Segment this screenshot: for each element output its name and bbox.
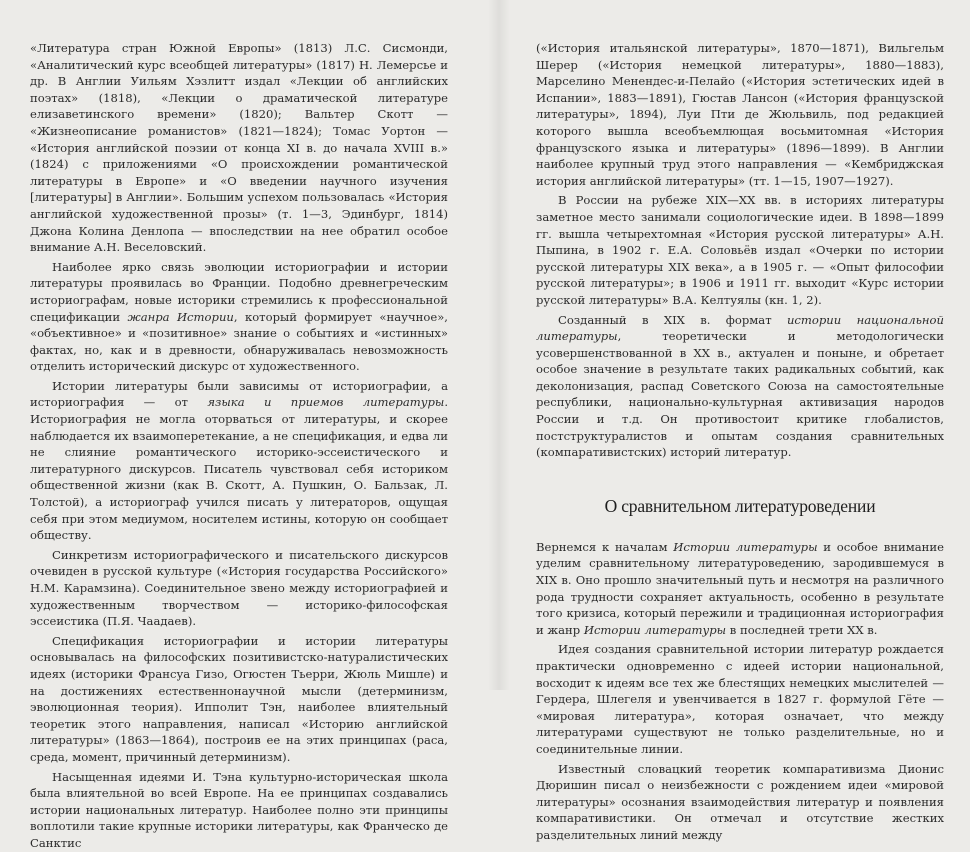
- right-page-text-bottom: [536, 539, 944, 844]
- text-run: , теоретически и методологически усовершенствованной в XX в., актуален и поныне, и обретает особое значение в результате таких радикальных событий, как деколонизация, распад Советского Союза на самостоятельные республики, национально-культурная активизация народов России и т.д. Он противостоит критике глобалистов, постструктуралистов и опытам создания сравнительных (компаративистских) историй литератур.: [536, 329, 944, 460]
- paragraph: [536, 539, 944, 639]
- paragraph: [536, 641, 944, 757]
- paragraph: [30, 769, 448, 852]
- text-run: Спецификация историографии и истории литературы основывалась на философских позитивистско-натуралистических идеях (историки Франсуа Гизо, Огюстен Тьерри, Жюль Мишле) и на достижениях естественнонаучной мысли (детерминизм, эволюционная теория). Ипполит Тэн, наиболее влиятельный теоретик этого направления, написал «Историю английской литературы» (1863—1864), построив ее на этих принципах (раса, среда, момент, причинный детерминизм).: [30, 633, 448, 764]
- right-page-text-top: [536, 40, 944, 461]
- text-run: и особое внимание уделим сравнительному литературоведению, зародившемуся в XIX в. Оно прошло значительный путь и несмотря на различного рода трудности сохраняет актуальность, особенно в результате того кризиса, который пережили и традиционная историография и жанр: [536, 539, 944, 637]
- text-run: в последней трети XX в.: [726, 622, 878, 637]
- italic-term: Истории литературы: [673, 539, 818, 554]
- paragraph: [30, 547, 448, 630]
- italic-term: Истории литературы: [583, 622, 727, 637]
- paragraph: [536, 40, 944, 189]
- text-run: В России на рубеже XIX—XX вв. в историях литературы заметное место занимали социологические идеи. В 1898—1899 гг. вышла четырехтомная «История русской литературы» А.Н. Пыпина, в 1902 г. Е.А. Соловьёв издал «Очерки по истории русской литературы XIX века», а в 1905 г. — «Опыт философии русской литературы»; в 1906 и 1911 гг. выходит «Курс истории русской литературы» В.А. Келтуялы (кн. 1, 2).: [536, 193, 944, 307]
- italic-term: языка и приемов литературы: [207, 395, 445, 410]
- left-page: [30, 40, 449, 850]
- paragraph: [30, 40, 448, 256]
- text-run: Истории литературы были зависимы от историографии, а историография — от: [30, 378, 448, 410]
- text-run: Известный словацкий теоретик компаративизма Дионис Дюришин писал о неизбежности с рождением идеи «мировой литературы» осознания взаимодействия литератур и появления компаративистики. Он отмечал и отсутствие жестких разделительных линий между: [536, 761, 944, 842]
- paragraph: [536, 192, 944, 308]
- text-run: , который формирует «научное», «объективное» и «позитивное» знание о событиях и «истинных» фактах, но, как и в древности, обнаруживалась невозможность отделить исторический дискурс от художественного.: [30, 309, 448, 374]
- text-run: Идея создания сравнительной истории литератур рождается практически одновременно с идеей истории национальной, восходит к идеям все тех же блестящих немецких мыслителей — Гердера, Шлегеля и увенчивается в 1827 г. формулой Гёте — «мировая литература», которая означает, что между литературами существуют не только разделительные, но и соединительные линии.: [536, 642, 944, 756]
- text-run: Наиболее ярко связь эволюции историографии и истории литературы проявилась во Франции. Подобно древнегреческим историографам, новые историки стремились к профессиональной спецификации: [30, 259, 448, 324]
- section-heading: О сравнительном литературоведении: [604, 495, 876, 516]
- paragraph: [536, 312, 944, 461]
- right-page: [536, 40, 944, 842]
- text-run: Насыщенная идеями И. Тэна культурно-историческая школа была влиятельной во всей Европе. На ее принципах создавались истории национальных литератур. Наиболее полно эти принципы воплотили такие крупные историки литературы, как Франческо де Санктис: [30, 769, 448, 850]
- text-run: Синкретизм историографического и писательского дискурсов очевиден в русской культуре («История государства Российского» Н.М. Карамзина). Соединительное звено между историографией и художественным творчеством — историко-философская эссеистика (П.Я. Чаадаев).: [30, 547, 448, 629]
- book-gutter: [488, 0, 510, 690]
- text-run: Вернемся к началам: [536, 539, 674, 554]
- paragraph: [536, 761, 944, 844]
- text-run: «Литература стран Южной Европы» (1813) Л.С. Сисмонди, «Аналитический курс всеобщей литературы» (1817) Н. Лемерсье и др. В Англии Уильям Хэзлитт издал «Лекции об английских поэтах» (1818), «Лекции о драматической литературе елизаветинского времени» (1820); Вальтер Скотт — «Жизнеописание романистов» (1821—1824); Томас Уортон — «История английской поэзии от конца XI в. до начала XVIII в.» (1824) с приложениями «О происхождении романтической литературы в Европе» и «О введении научного изучения [литературы] в Англии». Большим успехом пользовалась «История английской художественной прозы» (т. 1—3, Эдинбург, 1814) Джона Колина Денлопа — впоследствии на нее обратил особое внимание А.Н. Веселовский.: [30, 41, 448, 255]
- paragraph: [30, 633, 448, 766]
- text-run: Созданный в XIX в. формат: [558, 312, 787, 327]
- text-run: («История итальянской литературы», 1870—1871), Вильгельм Шерер («История немецкой литературы», 1880—1883), Марселино Менендес-и-Пелайо («История эстетических идей в Испании», 1883—1891), Гюстав Лансон («История французской литературы», 1894), Луи Пти де Жюльвиль, под редакцией которого вышла всеобъемлющая восьмитомная «История французского языка и литературы» (1896—1899). В Англии наиболее крупный труд этого направления — «Кембриджская история английской литературы» (тт. 1—15, 1907—1927).: [536, 41, 944, 188]
- italic-term: истории национальной литературы: [536, 312, 944, 344]
- paragraph: [30, 259, 448, 375]
- text-run: . Историография не могла оторваться от литературы, и скорее наблюдается их взаимоперетекание, а не спецификация, и едва ли не слияние романтического историко-эссеистического и литературного дискурсов. Писатель чувствовал себя историком общественной жизни (как В. Скотт, А. Пушкин, О. Бальзак, Л. Толстой), а историограф учился писать у литераторов, ощущая себя при этом медиумом, носителем истины, которую он сообщает обществу.: [30, 395, 449, 543]
- italic-term: жанра Истории: [127, 309, 234, 324]
- paragraph: [30, 378, 448, 544]
